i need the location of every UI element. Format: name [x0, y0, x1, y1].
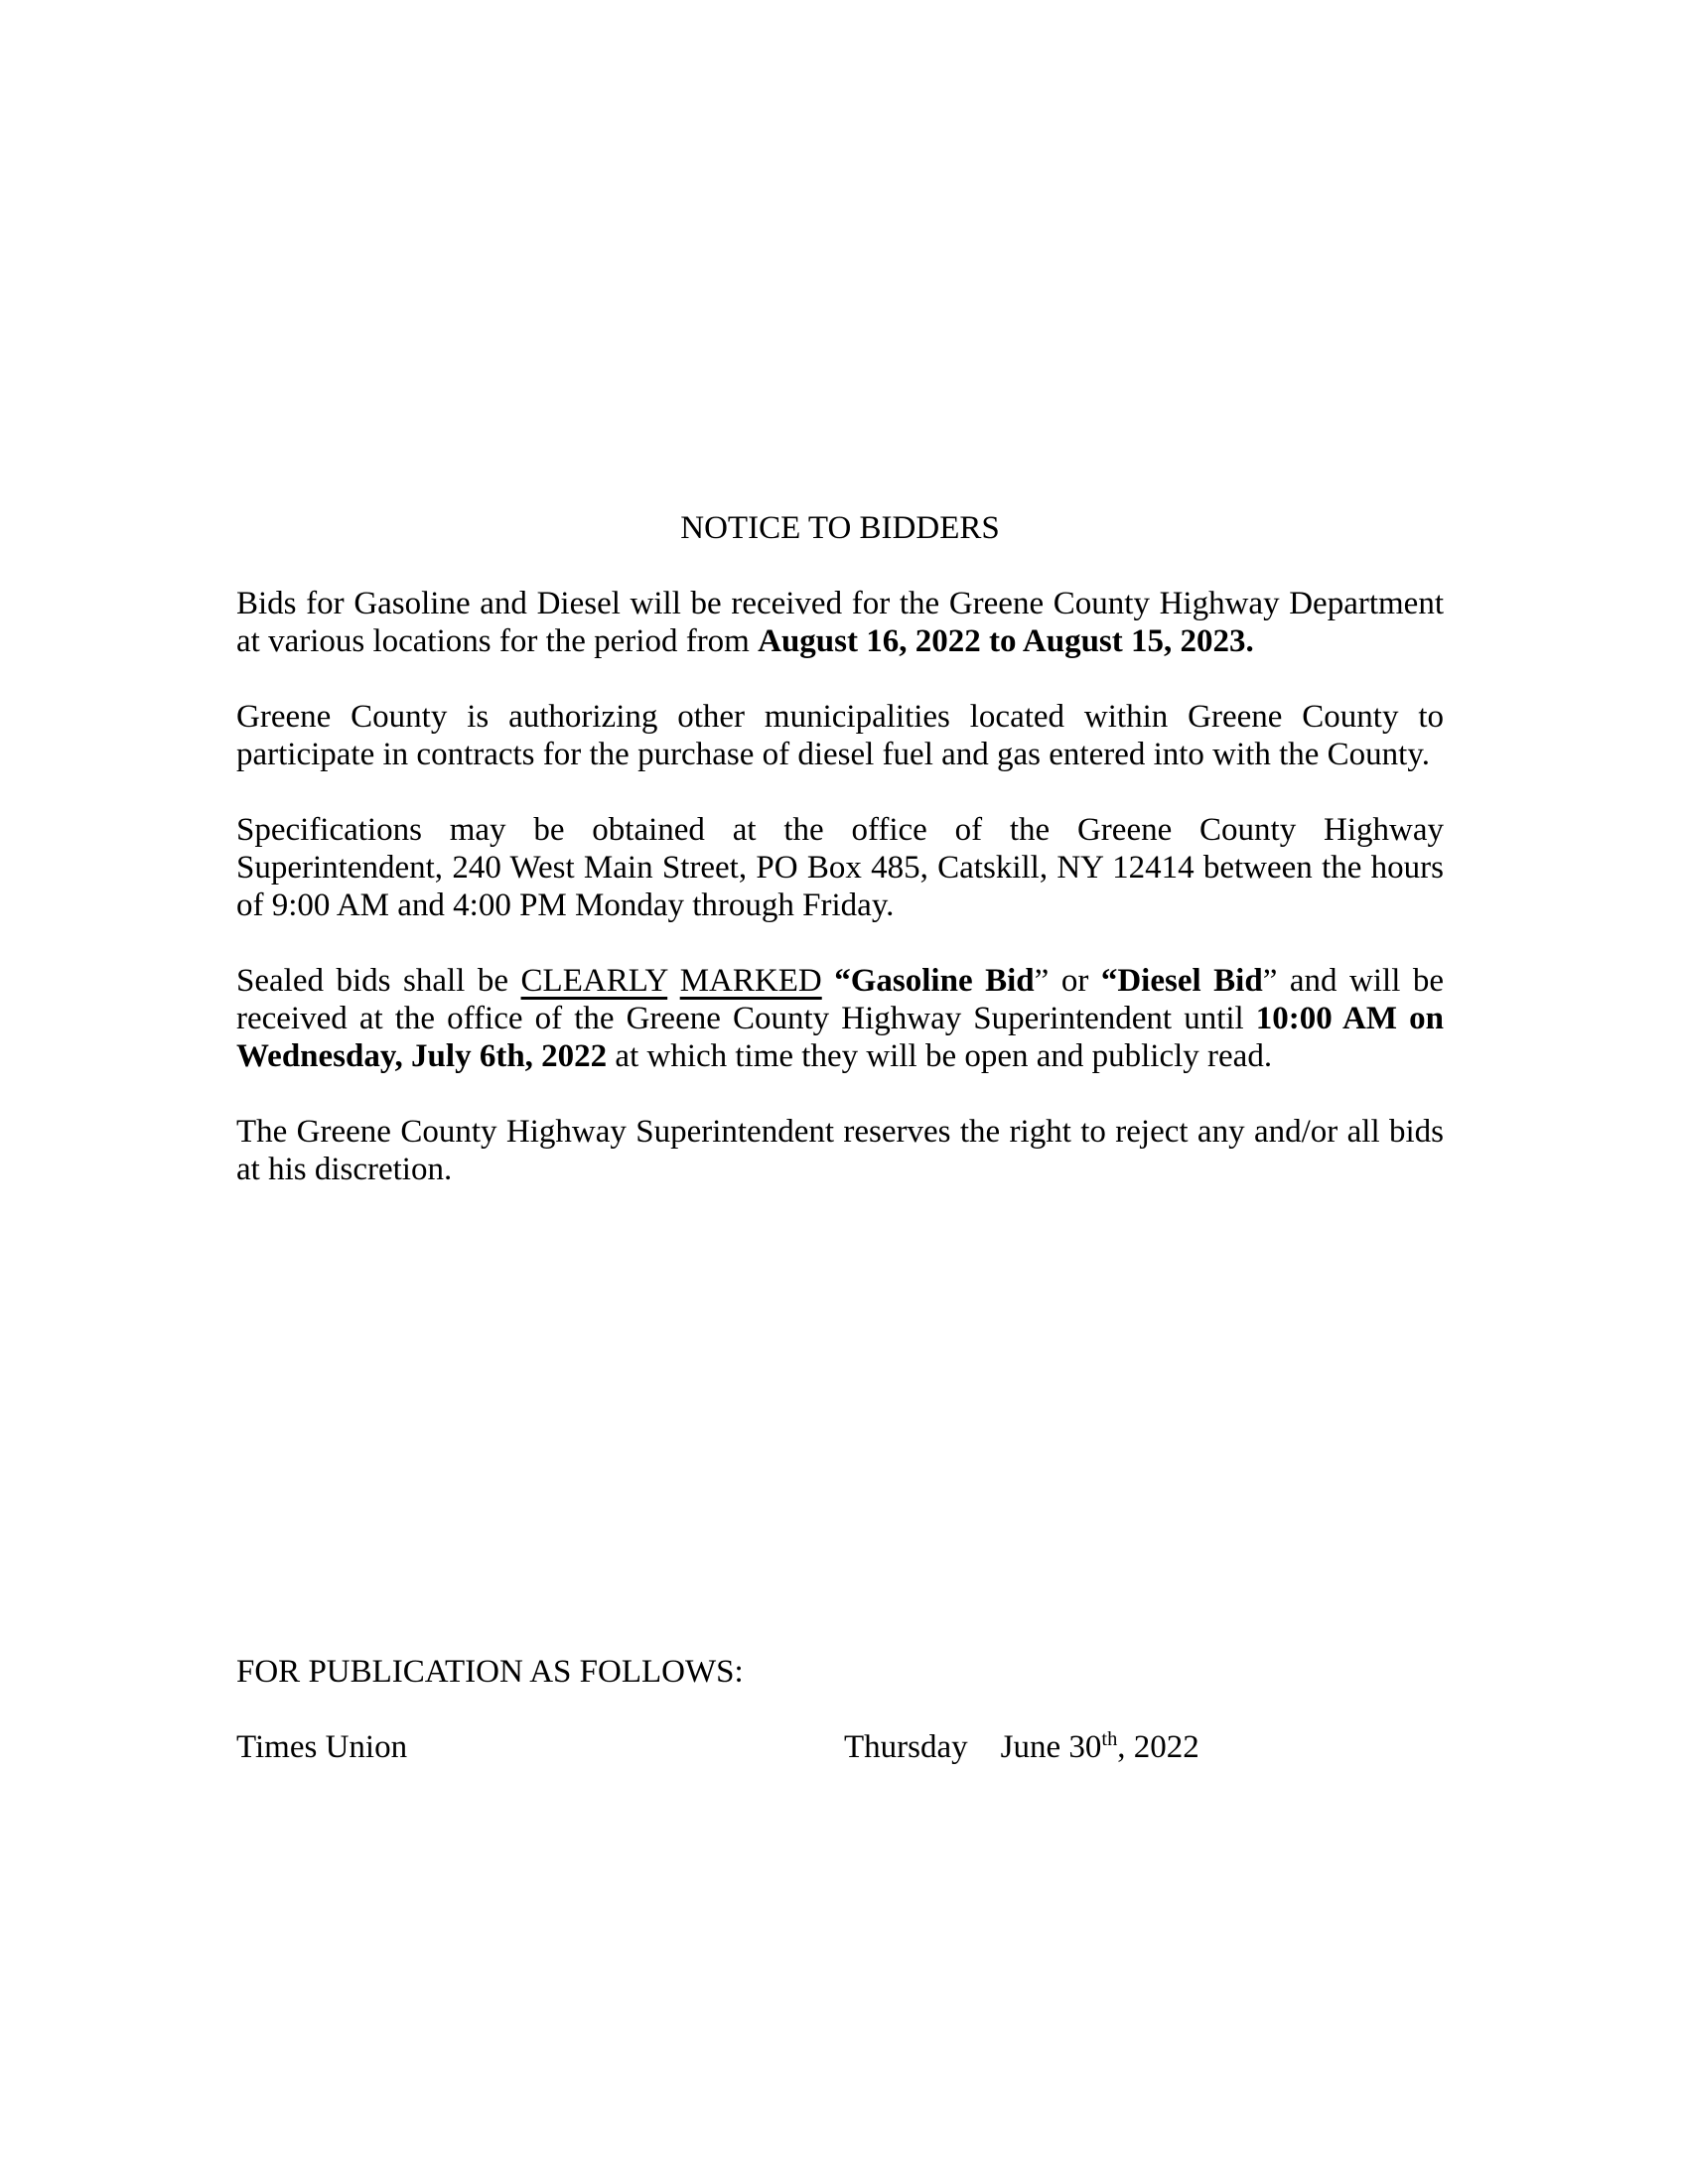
text-run: 10:00 AM on Wednesday, July 6th, 2022 — [236, 1001, 1444, 1074]
publication-heading: FOR PUBLICATION AS FOLLOWS: — [236, 1654, 744, 1690]
paragraph — [236, 811, 1444, 924]
text-run: ” or — [1034, 963, 1101, 999]
document-paragraphs — [236, 585, 1444, 1188]
text-run: Greene County is authorizing other municipalities located within Greene County to participate in contracts for the purchase of diesel fuel and gas entered into with the County. — [236, 699, 1444, 772]
text-run: MARKED — [679, 963, 822, 999]
text-run: Sealed bids shall be — [236, 963, 521, 999]
page-title: NOTICE TO BIDDERS — [680, 510, 1000, 546]
text-run: at which time they will be open and publicly read. — [607, 1038, 1273, 1074]
text-run: Specifications may be obtained at the office of the Greene County Highway Superintendent, 240 West Main Street, PO Box 485, Catskill, NY 12414 between the hours of 9:00 AM and 4:00 PM Monday through Friday. — [236, 812, 1444, 923]
text-run: CLEARLY — [520, 963, 668, 999]
paragraph — [236, 585, 1444, 660]
publication-date-main: June 30 — [1000, 1729, 1102, 1765]
paragraph — [236, 1113, 1444, 1188]
paragraph — [236, 962, 1444, 1075]
publication-day: Thursday — [844, 1729, 968, 1765]
publication-date-ordinal: th — [1101, 1728, 1118, 1750]
text-run: ” and will be received at the office of the Greene County Highway Superintendent until — [236, 963, 1445, 1036]
publication-outlet: Times Union — [236, 1729, 408, 1765]
publication-date — [844, 1728, 1199, 1766]
document-content — [236, 509, 1444, 1766]
text-run: Bids for Gasoline and Diesel will be received for the Greene County Highway Department at various locations for the period from — [236, 586, 1444, 659]
text-run — [667, 963, 680, 999]
text-run: The Greene County Highway Superintendent reserves the right to reject any and/or all bids at his discretion. — [236, 1114, 1444, 1187]
text-run: August 16, 2022 to August 15, 2023. — [758, 623, 1254, 659]
publication-date-tail: , 2022 — [1117, 1729, 1199, 1765]
publication-line — [236, 1728, 1444, 1766]
text-run: “Diesel Bid — [1100, 963, 1263, 999]
text-run — [822, 963, 835, 999]
paragraph — [236, 698, 1444, 773]
text-run: “Gasoline Bid — [834, 963, 1035, 999]
